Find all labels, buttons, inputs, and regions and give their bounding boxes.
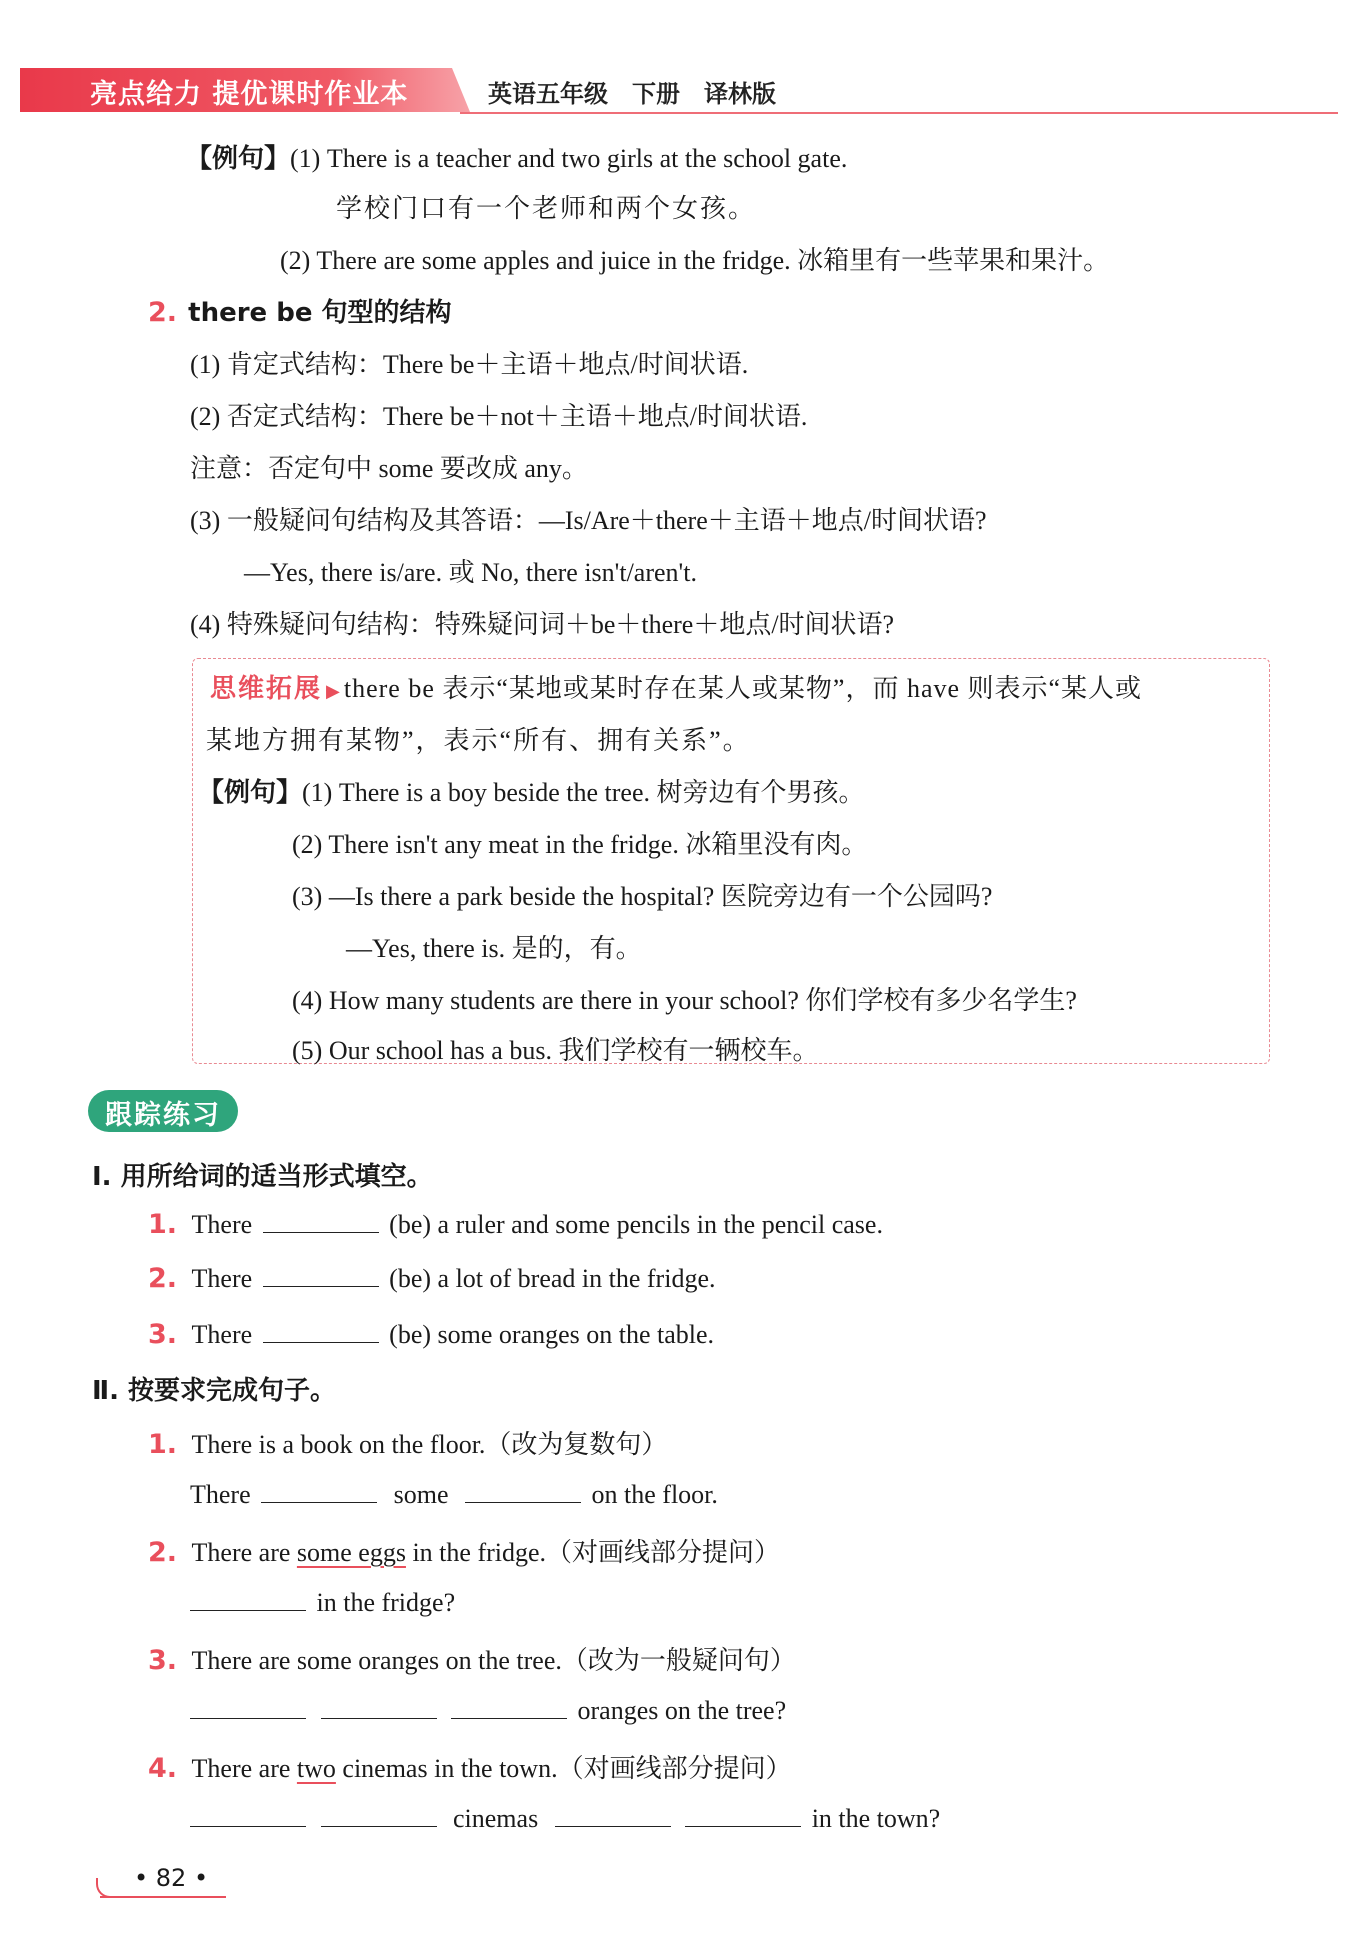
part-2-answer-4: cinemas in the town?: [186, 1802, 940, 1834]
answer-blank[interactable]: [451, 1694, 567, 1719]
book-title: 亮点给力 提优课时作业本: [90, 79, 409, 110]
practice-badge: 跟踪练习: [88, 1090, 238, 1132]
part-1-item-1: 1. There (be) a ruler and some pencils in the pencil case.: [148, 1209, 883, 1240]
think-example-4: (4) How many students are there in your school? 你们学校有多少名学生?: [292, 986, 1077, 1015]
example-sentence-1: (1) There is a teacher and two girls at the school gate.: [290, 144, 848, 173]
part-2-answer-3: oranges on the tree?: [186, 1694, 786, 1726]
example-block-top: [186, 138, 847, 175]
answer-blank[interactable]: [321, 1694, 437, 1719]
structure-affirmative: (1) 肯定式结构：There be＋主语＋地点/时间状语.: [190, 350, 749, 379]
answer-blank[interactable]: [263, 1208, 379, 1233]
thinking-extension-label: 思维拓展: [210, 674, 323, 704]
part-2-question-4: 4. There are two cinemas in the town.（对画线部分提问）: [148, 1753, 792, 1784]
example-tag: 【例句】: [186, 144, 291, 174]
answer-blank[interactable]: [190, 1586, 306, 1611]
structure-negative: (2) 否定式结构：There be＋not＋主语＋地点/时间状语.: [190, 402, 808, 431]
answer-blank[interactable]: [261, 1478, 377, 1503]
thinking-extension-line-1: 思维拓展 ▶ there be 表示“某地或某时存在某人或某物”，而 have 则表示“某人或: [210, 674, 1143, 704]
think-example-3: (3) —Is there a park beside the hospital? 医院旁边有一个公园吗?: [292, 882, 993, 911]
example-sentence-1-cn: 学校门口有一个老师和两个女孩。: [336, 194, 757, 224]
answer-blank[interactable]: [685, 1802, 801, 1827]
think-example-3-answer: —Yes, there is. 是的，有。: [346, 934, 642, 963]
answer-blank[interactable]: [263, 1318, 379, 1343]
structure-note: 注意：否定句中 some 要改成 any。: [190, 454, 588, 483]
answer-blank[interactable]: [465, 1478, 581, 1503]
part-2-answer-1: There some on the floor.: [190, 1480, 718, 1509]
section-title: there be 句型的结构: [188, 298, 452, 328]
structure-question: (3) 一般疑问句结构及其答语：—Is/Are＋there＋主语＋地点/时间状语?: [190, 506, 987, 535]
section-2-heading: [148, 292, 452, 329]
underlined-phrase: some eggs: [296, 1538, 406, 1567]
part-2-question-2: 2. There are some eggs in the fridge.（对画线部分提问）: [148, 1537, 781, 1568]
answer-blank[interactable]: [190, 1802, 306, 1827]
triangle-arrow-icon: ▶: [326, 681, 340, 702]
example-sentence-2: (2) There are some apples and juice in the fridge. 冰箱里有一些苹果和果汁。: [280, 246, 1110, 275]
part-2-question-3: 3. There are some oranges on the tree.（改为一般疑问句）: [148, 1645, 796, 1676]
answer-blank[interactable]: [190, 1694, 306, 1719]
answer-blank[interactable]: [321, 1802, 437, 1827]
part-1-item-2: 2. There (be) a lot of bread in the fridge.: [148, 1263, 716, 1294]
structure-question-answer: —Yes, there is/are. 或 No, there isn't/aren't.: [244, 558, 697, 587]
part-2-answer-2: in the fridge?: [186, 1586, 455, 1618]
part-1-title: Ⅰ. 用所给词的适当形式填空。: [92, 1162, 433, 1192]
section-number: 2.: [148, 297, 178, 328]
page-number-ornament: [96, 1878, 122, 1898]
part-1-item-3: 3. There (be) some oranges on the table.: [148, 1319, 715, 1350]
example-tag: 【例句】: [198, 778, 303, 808]
think-example-5: (5) Our school has a bus. 我们学校有一辆校车。: [292, 1036, 819, 1065]
page-number: • 82 •: [134, 1864, 209, 1892]
part-2-title: Ⅱ. 按要求完成句子。: [92, 1376, 337, 1406]
book-subtitle: 英语五年级 下册 译林版: [488, 80, 776, 108]
think-example-1: 【例句】(1) There is a boy beside the tree. 树旁边有个男孩。: [198, 778, 865, 808]
header-rule: [460, 112, 1338, 114]
answer-blank[interactable]: [263, 1262, 379, 1287]
thinking-extension-line-2: 某地方拥有某物”，表示“所有、拥有关系”。: [206, 726, 751, 755]
answer-blank[interactable]: [555, 1802, 671, 1827]
structure-wh-question: (4) 特殊疑问句结构：特殊疑问词＋be＋there＋地点/时间状语?: [190, 610, 895, 639]
page-number-rule: [100, 1896, 226, 1898]
underlined-phrase: two: [296, 1754, 336, 1783]
part-2-question-1: 1. There is a book on the floor.（改为复数句）: [148, 1429, 668, 1460]
think-example-2: (2) There isn't any meat in the fridge. 冰箱里没有肉。: [292, 830, 868, 859]
